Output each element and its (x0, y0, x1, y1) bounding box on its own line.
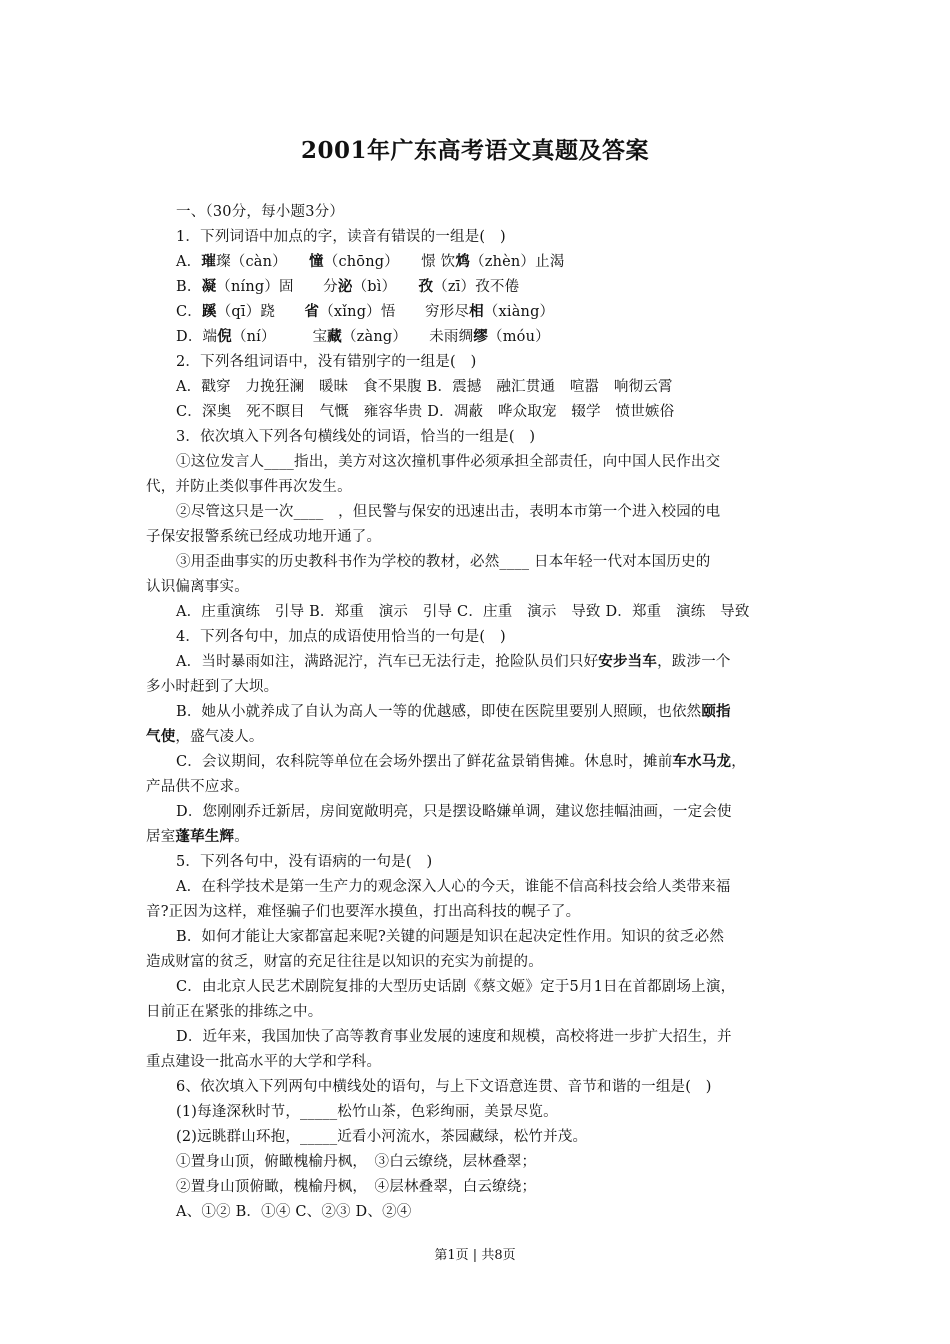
document-title: 2001年广东高考语文真题及答案 (300, 137, 649, 164)
q3-sentence-3-cont: 认识偏离事实。 (146, 579, 249, 595)
q6-sentence-2: (2)远眺群山环抱，_____近看小河流水，茶园藏绿，松竹并茂。 (176, 1129, 588, 1145)
q4-option-c-cont: 产品供不应求。 (146, 779, 249, 795)
q5-option-a: A．在科学技术是第一生产力的观念深入人心的今天，谁能不信高科技会给人类带来福 (176, 879, 731, 895)
q5-option-d-cont: 重点建设一批高水平的大学和学科。 (146, 1054, 382, 1070)
q4-option-c: C．会议期间，农科院等单位在会场外摆出了鲜花盆景销售摊。休息时，摊前车水马龙， (176, 753, 746, 770)
q5-stem: 5．下列各句中，没有语病的一句是( ) (176, 854, 433, 870)
q1-stem: 1．下列词语中加点的字，读音有错误的一组是( ) (176, 229, 506, 245)
q5-option-c-cont: 日前正在紧张的排练之中。 (146, 1004, 323, 1020)
q1-option-b: B．凝（níng）固 分泌（bì） 孜（zī）孜不倦 (176, 278, 520, 295)
q3-sentence-2-cont: 子保安报警系统已经成功地开通了。 (146, 529, 382, 545)
q6-choices-2-4: ②置身山顶俯瞰，槐榆丹枫， ④层林叠翠，白云缭绕； (176, 1179, 537, 1195)
q4-stem: 4．下列各句中，加点的成语使用恰当的一句是( ) (176, 629, 506, 645)
q4-option-b-cont: 气使，盛气凌人。 (146, 728, 264, 745)
q1-option-d: D．端倪（ní） 宝藏（zàng） 未雨绸缪（móu） (176, 328, 550, 345)
q6-sentence-1: (1)每逢深秋时节，_____松竹山茶，色彩绚丽，美景尽览。 (176, 1104, 558, 1120)
q3-sentence-1: ①这位发言人____指出，美方对这次撞机事件必须承担全部责任，向中国人民作出交 (176, 454, 721, 470)
q3-stem: 3．依次填入下列各句横线处的词语，恰当的一组是( ) (176, 429, 536, 445)
q2-options-ab: A．戳穿 力挽狂澜 暖昧 食不果腹 B．震撼 融汇贯通 喧嚣 响彻云霄 (176, 379, 673, 395)
q3-sentence-2: ②尽管这只是一次____ ，但民警与保安的迅速出击，表明本市第一个进入校园的电 (176, 504, 721, 520)
q5-option-c: C．由北京人民艺术剧院复排的大型历史话剧《蔡文姬》定于5月1日在首都剧场上演， (176, 979, 736, 995)
q6-stem: 6、依次填入下列两句中横线处的语句，与上下文语意连贯、音节和谐的一组是( ) (176, 1079, 712, 1095)
q3-sentence-1-cont: 代，并防止类似事件再次发生。 (146, 479, 352, 495)
q5-option-d: D．近年来，我国加快了高等教育事业发展的速度和规模，高校将进一步扩大招生，并 (176, 1029, 732, 1045)
q2-stem: 2．下列各组词语中，没有错别字的一组是( ) (176, 354, 477, 370)
q3-sentence-3: ③用歪曲事实的历史教科书作为学校的教材，必然____ 日本年轻一代对本国历史的 (176, 554, 711, 570)
q4-option-a: A．当时暴雨如注，满路泥泞，汽车已无法行走，抢险队员们只好安步当车，跋涉一个 (176, 653, 731, 670)
q6-choices-1-3: ①置身山顶，俯瞰槐榆丹枫， ③白云缭绕，层林叠翠； (176, 1154, 537, 1170)
q5-option-b: B．如何才能让大家都富起来呢?关键的问题是知识在起决定性作用。知识的贫乏必然 (176, 929, 725, 945)
q5-option-a-cont: 音?正因为这样，难怪骗子们也要浑水摸鱼，打出高科技的幌子了。 (146, 904, 581, 920)
q4-option-b: B．她从小就养成了自认为高人一等的优越感，即使在医院里要别人照顾，也依然颐指 (176, 703, 731, 720)
q4-option-d: D．您刚刚乔迁新居，房间宽敞明亮，只是摆设略嫌单调，建议您挂幅油画，一定会使 (176, 804, 732, 820)
q6-options: A、①② B．①④ C、②③ D、②④ (176, 1204, 412, 1220)
q3-options: A．庄重演练 引导 B．郑重 演示 引导 C．庄重 演示 导致 D．郑重 演练 导致 (176, 604, 750, 620)
page-footer: 第1页 | 共8页 (434, 1248, 516, 1263)
q5-option-b-cont: 造成财富的贫乏，财富的充足往往是以知识的充实为前提的。 (146, 954, 543, 970)
q2-options-cd: C．深奥 死不瞑目 气慨 雍容华贵 D．凋蔽 哗众取宠 辍学 愤世嫉俗 (176, 404, 675, 420)
q1-option-c: C．蹊（qī）跷 省（xǐng）悟 穷形尽相（xiàng） (176, 303, 555, 320)
q4-option-a-cont: 多小时赶到了大坝。 (146, 679, 279, 695)
q4-option-d-cont: 居室蓬荜生辉。 (146, 828, 249, 845)
section-heading: 一、（30分，每小题3分） (176, 204, 345, 220)
q1-option-a: A．璀璨（càn） 憧（chōng） 憬 饮鸩（zhèn）止渴 (176, 253, 565, 270)
